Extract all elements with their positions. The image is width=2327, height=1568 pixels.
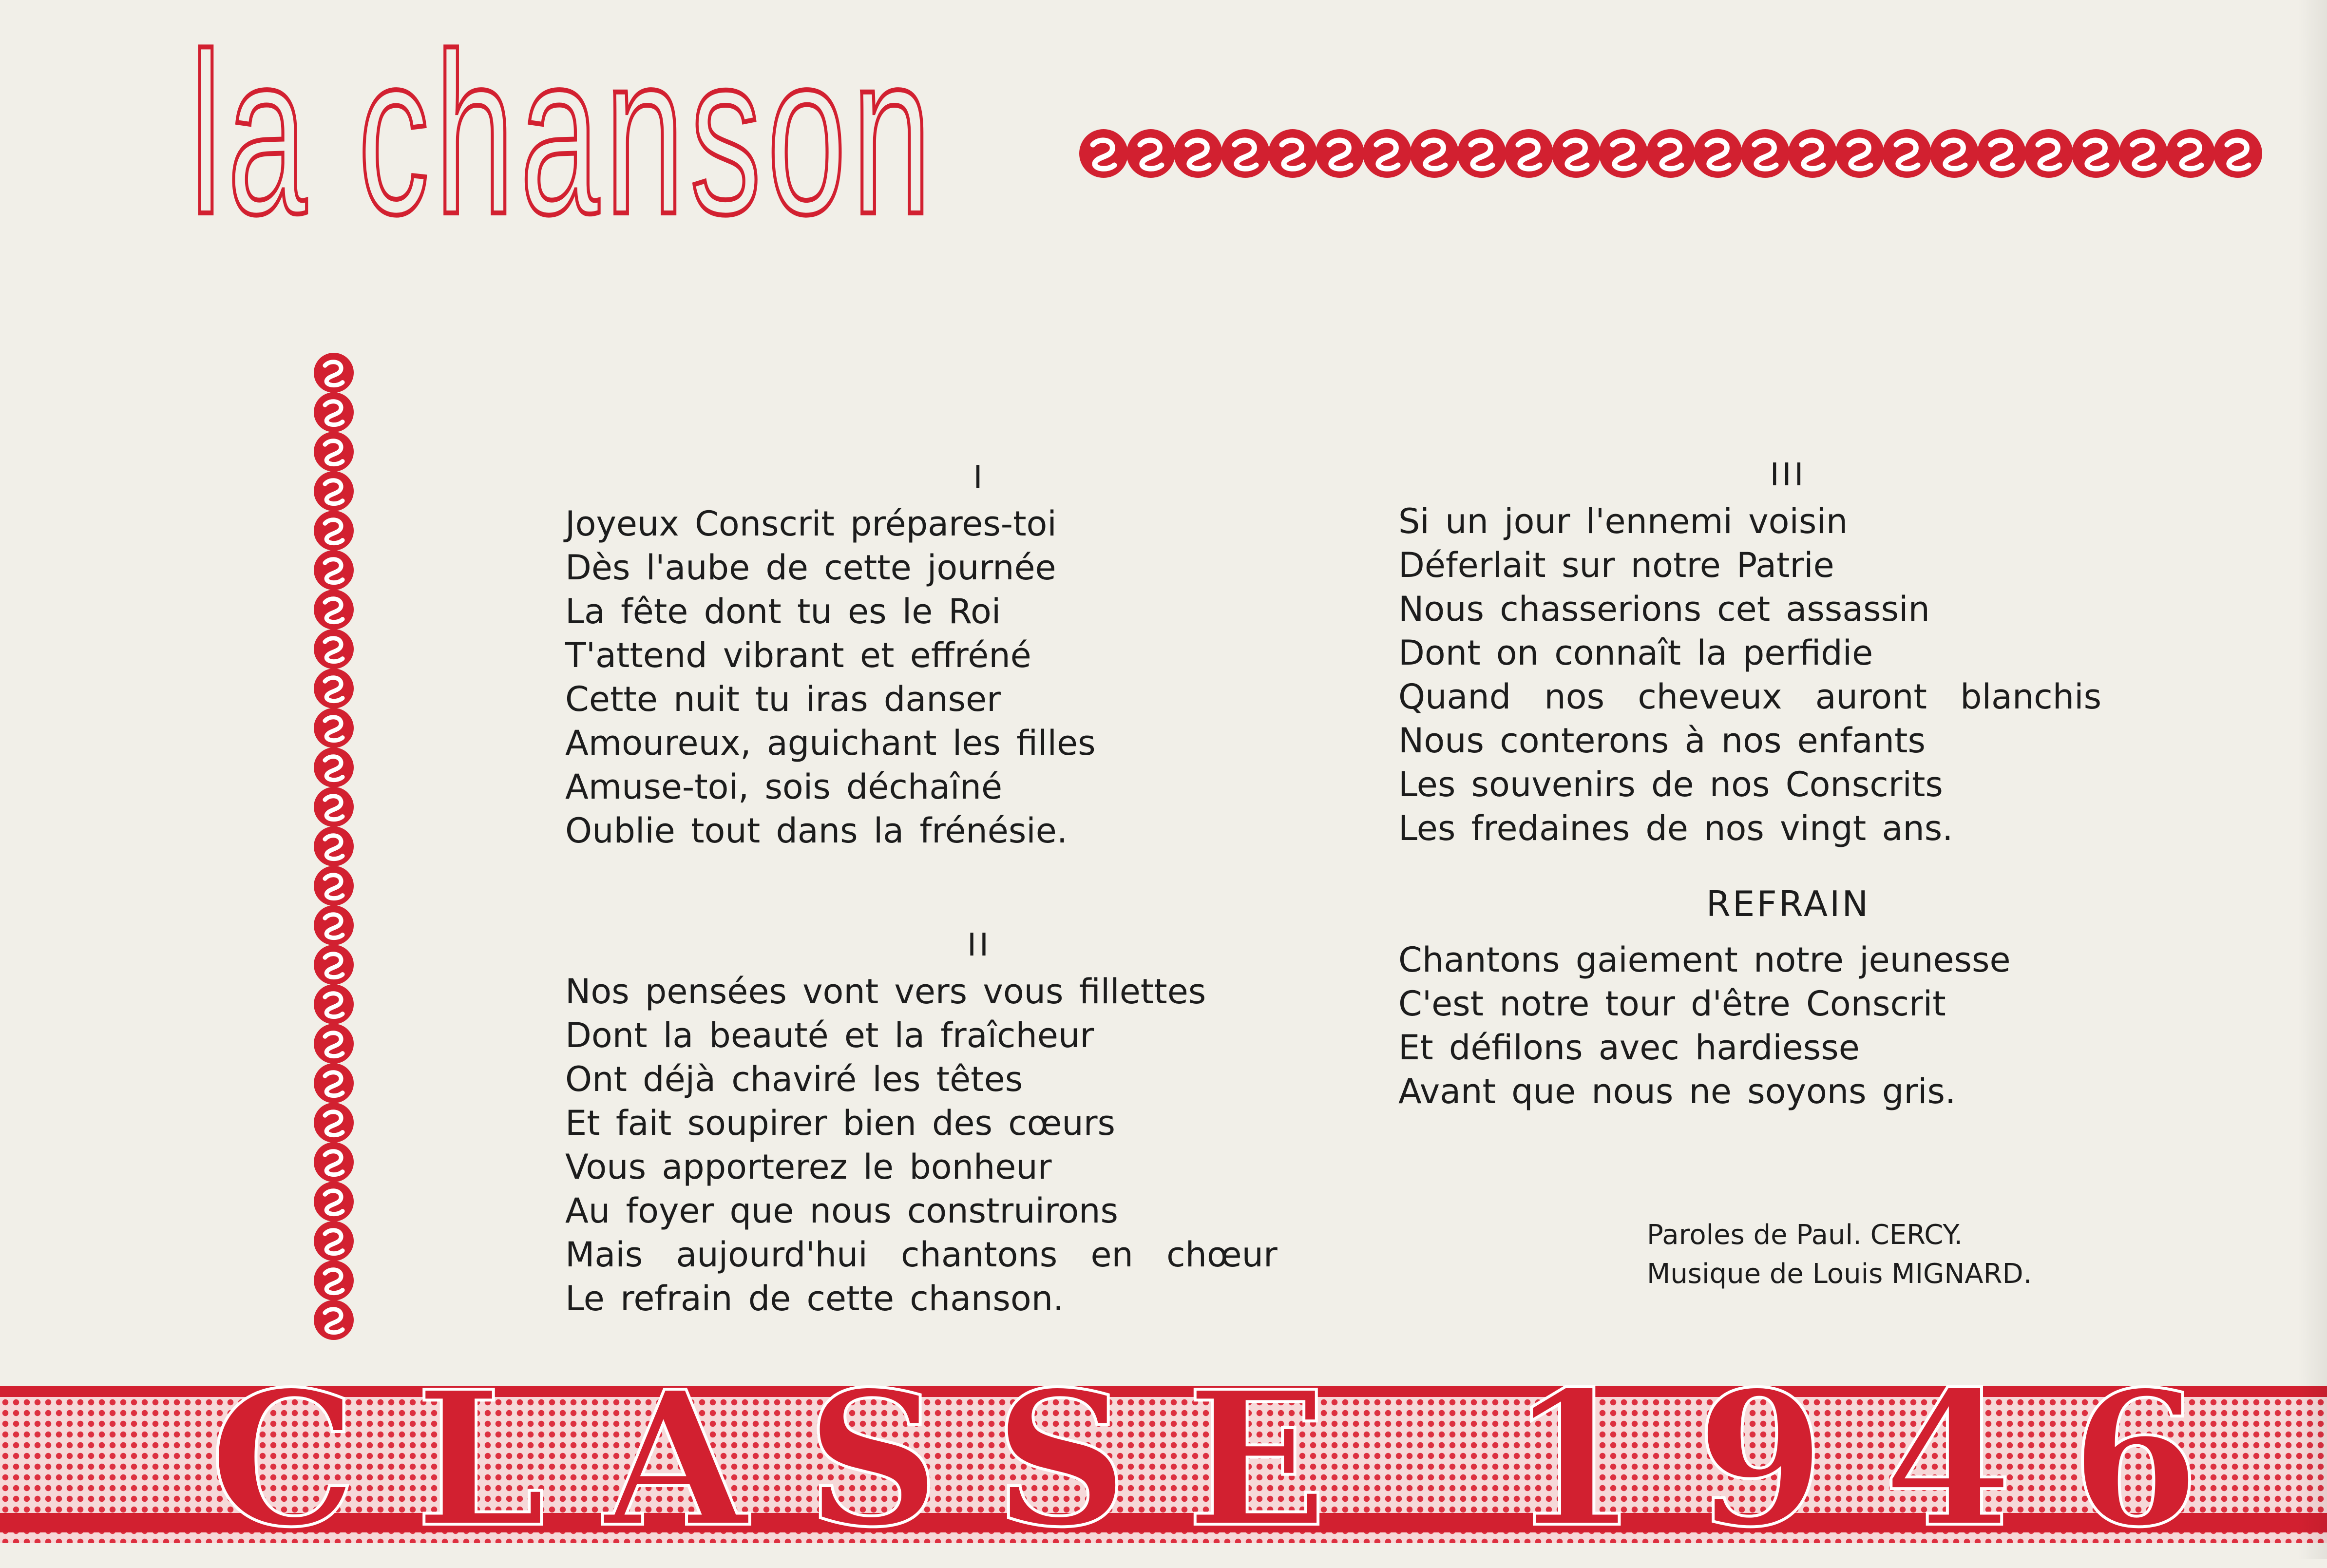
verse-line: Si un jour l'ennemi voisin	[1398, 501, 1848, 541]
ornament-icon	[314, 826, 354, 866]
verse-line: Mais aujourd'hui chantons en chœur	[565, 1235, 1278, 1275]
verse-line: Quand nos cheveux auront blanchis	[1398, 677, 2102, 717]
ornament-icon	[314, 787, 354, 827]
credits	[1647, 1216, 2032, 1294]
ornament-icon	[314, 708, 354, 748]
ornament-icon	[2024, 129, 2073, 178]
ornament-icon	[314, 984, 354, 1024]
right-column	[1398, 451, 2178, 1113]
refrain-line: C'est notre tour d'être Conscrit	[1398, 984, 1946, 1024]
ornament-icon	[314, 629, 354, 669]
ornament-icon	[1788, 129, 1837, 178]
ornament-icon	[1646, 129, 1695, 178]
ornament-icon	[314, 669, 354, 708]
ornament-icon	[1363, 129, 1411, 178]
ornament-icon	[314, 1182, 354, 1222]
ornament-icon	[2166, 129, 2215, 178]
ornament-icon	[314, 945, 354, 985]
page-title: la chanson	[190, 6, 937, 262]
stanza-number: I	[973, 459, 986, 496]
ornament-icon	[1883, 129, 1931, 178]
verse-line: Oublie tout dans la frénésie.	[565, 811, 1068, 851]
ornament-icon	[1457, 129, 1506, 178]
verse-line: Déferlait sur notre Patrie	[1398, 545, 1834, 585]
ornament-icon	[1505, 129, 1553, 178]
ornament-icon	[314, 866, 354, 906]
left-column	[565, 453, 1393, 1320]
ornament-icon	[1741, 129, 1790, 178]
ornament-icon	[314, 1221, 354, 1261]
verse-line: Amuse-toi, sois déchaîné	[565, 767, 1003, 807]
horizontal-ornament-chain	[1077, 124, 2266, 183]
ornament-icon	[2119, 129, 2168, 178]
vertical-ornament-chain	[307, 351, 361, 1340]
class-year-banner: CLASSE 1946	[210, 1350, 2258, 1568]
verse-line: Nous conterons à nos enfants	[1398, 721, 1926, 761]
ornament-icon	[314, 550, 354, 590]
stanza-1	[565, 453, 1393, 853]
ornament-icon	[314, 1063, 354, 1103]
stanza-number: II	[967, 927, 992, 963]
ornament-icon	[1599, 129, 1648, 178]
verse-line: Nos pensées vont vers vous fillettes	[565, 972, 1206, 1012]
refrain	[1398, 870, 2178, 1113]
verse-line: Vous apporterez le bonheur	[565, 1147, 1052, 1187]
ornament-icon	[1835, 129, 1884, 178]
stanza-number: III	[1770, 457, 1807, 493]
verse-line: Ont déjà chaviré les têtes	[565, 1059, 1023, 1099]
ornament-icon	[314, 1300, 354, 1340]
refrain-line: Chantons gaiement notre jeunesse	[1398, 940, 2011, 980]
ornament-icon	[2072, 129, 2120, 178]
ornament-icon	[1079, 129, 1128, 178]
ornament-icon	[1694, 129, 1742, 178]
stanza-3	[1398, 451, 2178, 850]
ornament-icon	[2213, 129, 2262, 178]
refrain-heading: REFRAIN	[1706, 883, 1870, 924]
verse-line: Les fredaines de nos vingt ans.	[1398, 808, 1953, 848]
verse-line: Joyeux Conscrit prépares-toi	[565, 504, 1057, 544]
verse-line: Et fait soupirer bien des cœurs	[565, 1103, 1115, 1143]
ornament-icon	[314, 1142, 354, 1182]
music-credit: Musique de Louis MIGNARD.	[1647, 1258, 2032, 1290]
ornament-icon	[1977, 129, 2026, 178]
ornament-icon	[314, 905, 354, 945]
ornament-icon	[314, 1103, 354, 1143]
ornament-icon	[314, 1024, 354, 1064]
ornament-icon	[314, 511, 354, 551]
ornament-icon	[1174, 129, 1222, 178]
verse-line: Amoureux, aguichant les filles	[565, 723, 1096, 763]
ornament-icon	[314, 353, 354, 393]
refrain-line: Avant que nous ne soyons gris.	[1398, 1071, 1956, 1111]
verse-line: Dont on connaît la perfidie	[1398, 633, 1873, 673]
verse-line: Le refrain de cette chanson.	[565, 1279, 1064, 1319]
ornament-icon	[314, 747, 354, 787]
verse-line: T'attend vibrant et effréné	[565, 635, 1031, 675]
stanza-2	[565, 921, 1393, 1320]
ornament-icon	[314, 1261, 354, 1300]
verse-line: Cette nuit tu iras danser	[565, 679, 1001, 719]
lyrics-credit: Paroles de Paul. CERCY.	[1647, 1219, 1963, 1251]
ornament-icon	[314, 392, 354, 432]
ornament-icon	[314, 471, 354, 511]
refrain-line: Et défilons avec hardiesse	[1398, 1028, 1860, 1068]
ornament-icon	[1410, 129, 1459, 178]
ornament-icon	[1126, 129, 1175, 178]
ornament-icon	[1221, 129, 1270, 178]
verse-line: Les souvenirs de nos Conscrits	[1398, 765, 1943, 804]
ornament-icon	[1316, 129, 1364, 178]
verse-line: Dont la beauté et la fraîcheur	[565, 1015, 1094, 1055]
ornament-icon	[314, 590, 354, 630]
paper-edge-shadow	[2298, 0, 2327, 1559]
verse-line: Nous chasserions cet assassin	[1398, 589, 1930, 629]
ornament-icon	[1268, 129, 1317, 178]
ornament-icon	[1930, 129, 1979, 178]
verse-line: Au foyer que nous construirons	[565, 1191, 1118, 1231]
verse-line: Dès l'aube de cette journée	[565, 548, 1056, 588]
ornament-icon	[1552, 129, 1601, 178]
ornament-icon	[314, 432, 354, 472]
verse-line: La fête dont tu es le Roi	[565, 592, 1001, 631]
